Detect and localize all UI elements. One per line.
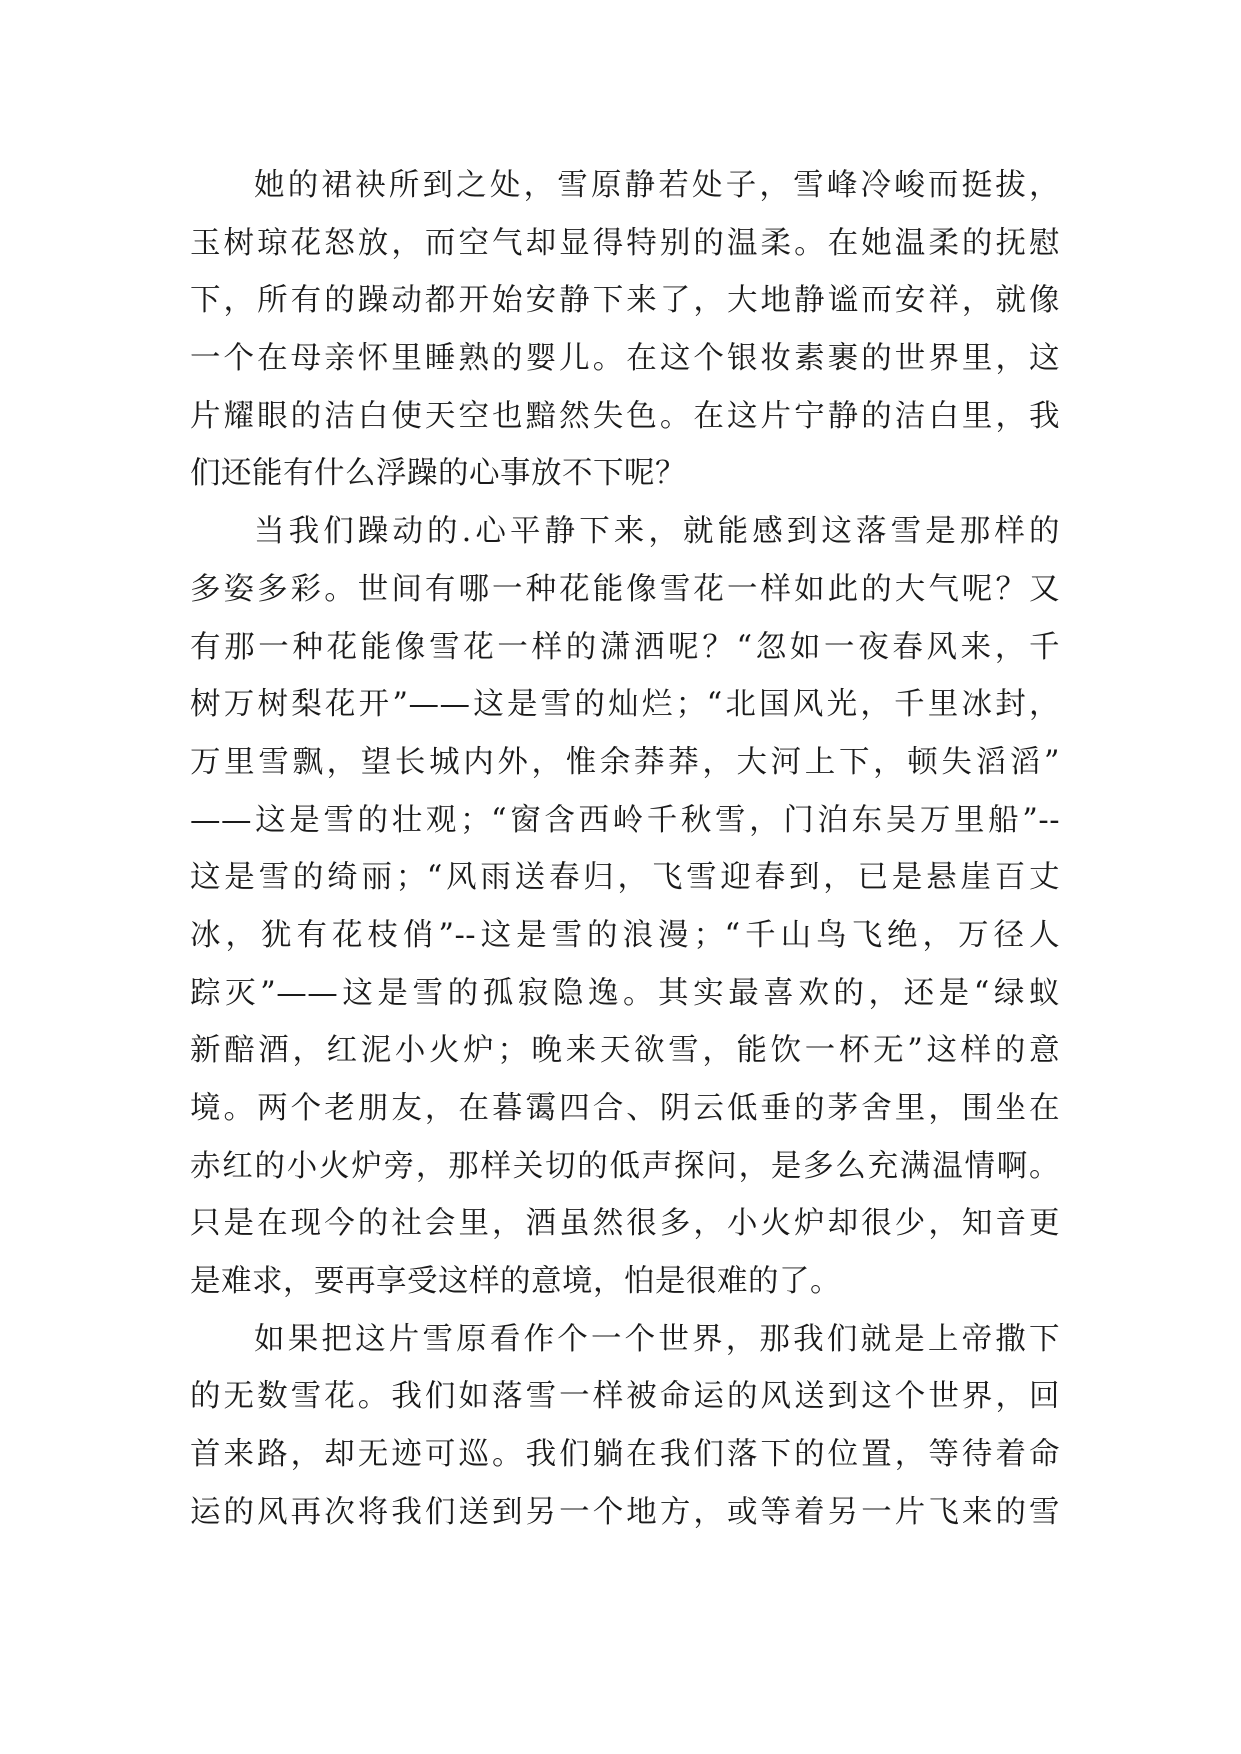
text-line: 踪灭”——这是雪的孤寂隐逸。其实最喜欢的，还是“绿蚁 [190,975,1060,1011]
text-line: 冰，犹有花枝俏”--这是雪的浪漫；“千山鸟飞绝，万径人 [190,917,1060,953]
text-line: 多姿多彩。世间有哪一种花能像雪花一样如此的大气呢？又 [190,571,1060,607]
text-line: 万里雪飘，望长城内外，惟余莽莽，大河上下，顿失滔滔” [190,744,1060,780]
text-line: 首来路，却无迹可巡。我们躺在我们落下的位置，等待着命 [190,1437,1060,1473]
paragraph [190,157,1060,503]
text-line: 有那一种花能像雪花一样的潇洒呢？“忽如一夜春风来，千 [190,629,1060,665]
text-line: 她的裙袂所到之处，雪原静若处子，雪峰冷峻而挺拔， [254,168,1060,203]
text-line: 当我们躁动的.心平静下来，就能感到这落雪是那样的 [254,514,1060,550]
text-line: 如果把这片雪原看作个一个世界，那我们就是上帝撒下 [254,1321,1060,1357]
paragraph [190,503,1060,1311]
text-line: 运的风再次将我们送到另一个地方，或等着另一片飞来的雪 [190,1494,1060,1530]
text-line: 是难求，要再享受这样的意境，怕是很难的了。 [190,1264,841,1300]
text-line: 这是雪的绮丽；“风雨送春归，飞雪迎春到，已是悬崖百丈 [190,860,1060,896]
paragraph [190,1311,1060,1542]
text-line: 下，所有的躁动都开始安静下来了，大地静谧而安祥，就像 [190,283,1060,319]
text-line: 们还能有什么浮躁的心事放不下呢？ [190,456,686,492]
text-line: 一个在母亲怀里睡熟的婴儿。在这个银妆素裹的世界里，这 [190,341,1060,377]
text-line: 赤红的小火炉旁，那样关切的低声探问，是多么充满温情啊。 [190,1148,1060,1184]
text-line: ——这是雪的壮观；“窗含西岭千秋雪，门泊东吴万里船”-- [190,802,1060,838]
text-line: 的无数雪花。我们如落雪一样被命运的风送到这个世界，回 [190,1379,1060,1415]
text-line: 只是在现今的社会里，酒虽然很多，小火炉却很少，知音更 [190,1206,1060,1242]
text-line: 片耀眼的洁白使天空也黯然失色。在这片宁静的洁白里，我 [190,398,1060,434]
document-body [190,157,1060,1542]
text-line: 树万树梨花开”——这是雪的灿烂；“北国风光，千里冰封， [190,687,1060,723]
text-line: 新醅酒，红泥小火炉；晚来天欲雪，能饮一杯无”这样的意 [190,1033,1060,1069]
text-line: 玉树琼花怒放，而空气却显得特别的温柔。在她温柔的抚慰 [190,225,1060,261]
text-line: 境。两个老朋友，在暮霭四合、阴云低垂的茅舍里，围坐在 [190,1091,1060,1126]
